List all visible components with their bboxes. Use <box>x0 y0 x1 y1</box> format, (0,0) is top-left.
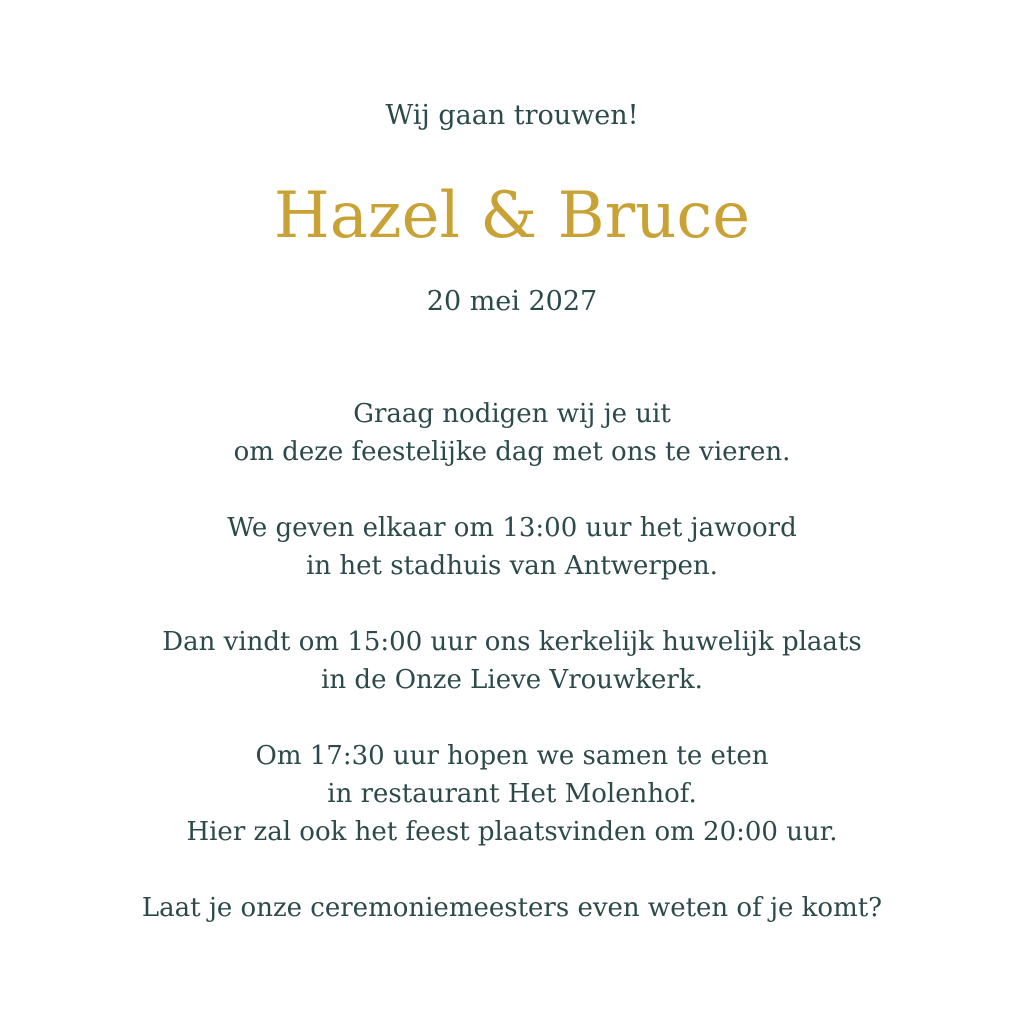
body-line: in de Onze Lieve Vrouwkerk. <box>321 665 703 695</box>
body-line: Hier zal ook het feest plaatsvinden om 20:00 uur. <box>186 817 838 847</box>
body-line: om deze feestelijke dag met ons te vieren. <box>233 437 791 467</box>
wedding-date: 20 mei 2027 <box>426 286 598 317</box>
body-line: in restaurant Het Molenhof. <box>327 779 697 809</box>
body-line: Graag nodigen wij je uit <box>353 399 671 429</box>
body-line: We geven elkaar om 13:00 uur het jawoord <box>227 513 797 543</box>
paragraph-invite <box>0 395 1024 471</box>
body-line: in het stadhuis van Antwerpen. <box>306 551 718 581</box>
body-line: Laat je onze ceremoniemeesters even weten of je komt? <box>141 893 883 923</box>
paragraph-rsvp <box>0 889 1024 927</box>
couple-names: Hazel & Bruce <box>273 179 751 253</box>
invitation-body <box>0 395 1024 965</box>
body-line: Dan vindt om 15:00 uur ons kerkelijk huwelijk plaats <box>162 627 862 657</box>
intro-text: Wij gaan trouwen! <box>385 100 639 131</box>
body-line: Om 17:30 uur hopen we samen te eten <box>255 741 769 771</box>
paragraph-civil-ceremony <box>0 509 1024 585</box>
paragraph-dinner-party <box>0 737 1024 851</box>
paragraph-church-ceremony <box>0 623 1024 699</box>
